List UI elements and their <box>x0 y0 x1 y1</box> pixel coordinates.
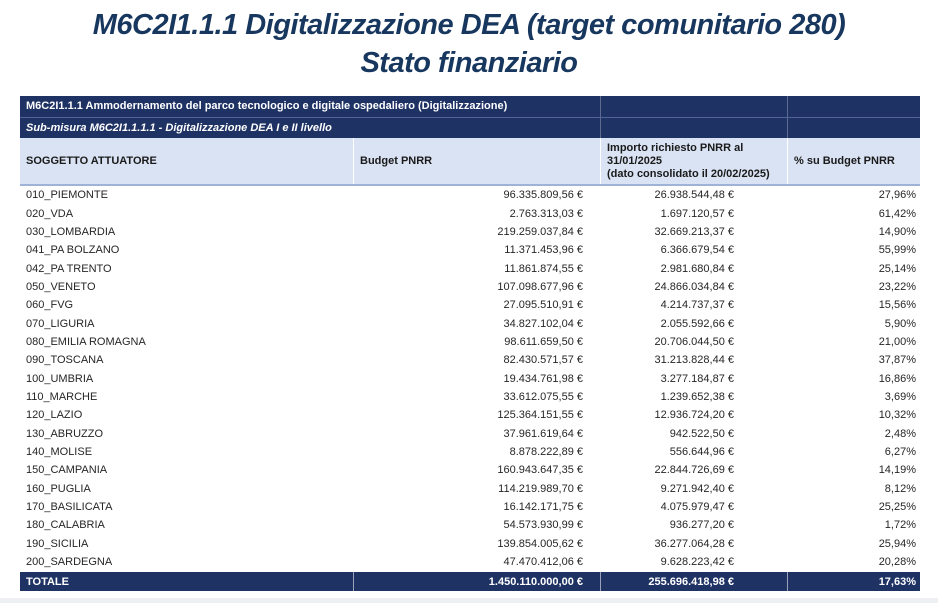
banner-column-divider <box>600 118 601 138</box>
cell-pct: 55,99% <box>878 244 916 257</box>
cell-pct: 25,94% <box>878 537 916 550</box>
cell-budget: 2.763.313,03 € <box>509 207 583 220</box>
table-row <box>20 314 920 332</box>
cell-soggetto: 200_SARDEGNA <box>26 556 113 569</box>
cell-soggetto: 170_BASILICATA <box>26 501 113 514</box>
cell-importo: 3.277.184,87 € <box>660 372 734 385</box>
cell-pct: 1,72% <box>884 519 916 532</box>
cell-soggetto: 020_VDA <box>26 207 74 220</box>
cell-pct: 6,27% <box>884 445 916 458</box>
table-row <box>20 259 920 277</box>
cell-budget: 114.219.989,70 € <box>498 482 583 495</box>
table-row <box>20 406 920 424</box>
cell-pct: 14,19% <box>878 464 916 477</box>
total-importo: 255.696.418,98 € <box>600 572 787 591</box>
column-header-soggetto <box>20 138 353 184</box>
cell-pct: 27,96% <box>878 189 916 202</box>
cell-pct: 25,25% <box>878 501 916 514</box>
cell-budget: 11.861.874,55 € <box>504 262 583 275</box>
cell-budget: 16.142.171,75 € <box>503 501 583 514</box>
table-row <box>20 461 920 479</box>
cell-importo: 12.936.724,20 € <box>654 409 734 422</box>
cell-budget: 107.098.677,96 € <box>497 280 583 293</box>
cell-soggetto: 120_LAZIO <box>26 409 83 422</box>
cell-importo: 2.055.592,66 € <box>660 317 734 330</box>
cell-pct: 25,14% <box>878 262 916 275</box>
cell-importo: 32.669.213,37 € <box>654 225 734 238</box>
table-row <box>20 241 920 259</box>
cell-pct: 15,56% <box>878 299 916 312</box>
column-header-budget <box>353 138 600 184</box>
cell-budget: 37.961.619,64 € <box>503 427 583 440</box>
cell-soggetto: 050_VENETO <box>26 280 96 293</box>
cell-budget: 8.878.222,89 € <box>509 445 583 458</box>
cell-budget: 219.259.037,84 € <box>497 225 583 238</box>
page-bottom-edge <box>0 598 938 603</box>
cell-budget: 19.434.761,98 € <box>503 372 583 385</box>
table-row <box>20 516 920 534</box>
cell-importo: 942.522,50 € <box>669 427 734 440</box>
cell-budget: 34.827.102,04 € <box>503 317 583 330</box>
cell-pct: 2,48% <box>884 427 916 440</box>
table-row <box>20 333 920 351</box>
cell-soggetto: 030_LOMBARDIA <box>26 225 116 238</box>
table-row <box>20 186 920 204</box>
column-header-soggetto-label: SOGGETTO ATTUATORE <box>26 154 157 167</box>
cell-importo: 22.844.726,69 € <box>654 464 734 477</box>
cell-budget: 96.335.809,56 € <box>503 189 583 202</box>
cell-budget: 27.095.510,91 € <box>503 299 583 312</box>
cell-importo: 556.644,96 € <box>669 445 734 458</box>
page-title <box>0 0 938 82</box>
cell-soggetto: 041_PA BOLZANO <box>26 244 120 257</box>
table-row <box>20 443 920 461</box>
column-header-pct-label: % su Budget PNRR <box>794 154 895 167</box>
cell-soggetto: 190_SICILIA <box>26 537 89 550</box>
cell-soggetto: 140_MOLISE <box>26 445 93 458</box>
cell-pct: 23,22% <box>878 280 916 293</box>
column-header-row <box>20 138 920 186</box>
cell-pct: 20,28% <box>878 556 916 569</box>
table-body <box>20 186 920 571</box>
measure-banner-label: M6C2I1.1.1 Ammodernamento del parco tecnologico e digitale ospedaliero (Digitalizzazione) <box>26 100 508 112</box>
cell-importo: 9.271.942,40 € <box>660 482 734 495</box>
cell-pct: 61,42% <box>878 207 916 220</box>
column-header-importo-line1: Importo richiesto PNRR al 31/01/2025 <box>607 141 744 167</box>
cell-budget: 98.611.659,50 € <box>504 335 583 348</box>
cell-importo: 20.706.044,50 € <box>654 335 734 348</box>
cell-importo: 1.697.120,57 € <box>660 207 734 220</box>
table-row <box>20 498 920 516</box>
banner-column-divider <box>787 96 788 117</box>
cell-importo: 36.277.064,28 € <box>654 537 734 550</box>
cell-pct: 5,90% <box>884 317 916 330</box>
column-header-importo <box>600 138 787 184</box>
cell-importo: 9.628.223,42 € <box>660 556 734 569</box>
column-header-importo-line2: (dato consolidato il 20/02/2025) <box>607 167 770 180</box>
table-row <box>20 223 920 241</box>
financial-status-table <box>20 96 920 591</box>
total-pct: 17,63% <box>787 572 920 591</box>
total-row <box>20 572 920 591</box>
cell-soggetto: 060_FVG <box>26 299 74 312</box>
total-label: TOTALE <box>26 575 69 588</box>
table-row <box>20 369 920 387</box>
banner-column-divider <box>600 96 601 117</box>
column-header-pct <box>787 138 920 184</box>
cell-pct: 16,86% <box>878 372 916 385</box>
measure-banner <box>20 96 920 117</box>
cell-budget: 54.573.930,99 € <box>503 519 583 532</box>
table-row <box>20 351 920 369</box>
cell-importo: 4.214.737,37 € <box>660 299 734 312</box>
cell-soggetto: 042_PA TRENTO <box>26 262 112 275</box>
table-row <box>20 278 920 296</box>
cell-budget: 160.943.647,35 € <box>497 464 583 477</box>
total-budget: 1.450.110.000,00 € <box>353 572 600 591</box>
cell-soggetto: 080_EMILIA ROMAGNA <box>26 335 146 348</box>
cell-soggetto: 160_PUGLIA <box>26 482 91 495</box>
cell-importo: 31.213.828,44 € <box>654 354 734 367</box>
cell-soggetto: 130_ABRUZZO <box>26 427 104 440</box>
table-row <box>20 204 920 222</box>
cell-pct: 37,87% <box>878 354 916 367</box>
table-row <box>20 296 920 314</box>
submeasure-banner <box>20 117 920 138</box>
cell-soggetto: 150_CAMPANIA <box>26 464 108 477</box>
table-row <box>20 388 920 406</box>
cell-soggetto: 090_TOSCANA <box>26 354 104 367</box>
cell-budget: 82.430.571,57 € <box>503 354 583 367</box>
cell-budget: 47.470.412,06 € <box>503 556 583 569</box>
cell-pct: 21,00% <box>878 335 916 348</box>
page-title-line2: Stato finanziario <box>360 47 578 79</box>
cell-soggetto: 110_MARCHE <box>26 390 98 403</box>
table-row <box>20 424 920 442</box>
table-row <box>20 535 920 553</box>
cell-budget: 125.364.151,55 € <box>497 409 583 422</box>
cell-importo: 2.981.680,84 € <box>660 262 734 275</box>
cell-soggetto: 010_PIEMONTE <box>26 189 108 202</box>
table-row <box>20 480 920 498</box>
cell-soggetto: 180_CALABRIA <box>26 519 105 532</box>
cell-soggetto: 100_UMBRIA <box>26 372 94 385</box>
cell-importo: 1.239.652,38 € <box>660 390 734 403</box>
cell-importo: 4.075.979,47 € <box>660 501 734 514</box>
table-row <box>20 553 920 571</box>
cell-importo: 26.938.544,48 € <box>654 189 734 202</box>
cell-pct: 10,32% <box>878 409 916 422</box>
cell-importo: 6.366.679,54 € <box>660 244 734 257</box>
cell-pct: 14,90% <box>878 225 916 238</box>
cell-budget: 33.612.075,55 € <box>503 390 583 403</box>
submeasure-banner-label: Sub-misura M6C2I1.1.1.1 - Digitalizzazione DEA I e II livello <box>26 122 332 134</box>
cell-pct: 8,12% <box>884 482 916 495</box>
cell-budget: 139.854.005,62 € <box>497 537 583 550</box>
page-title-line1: M6C2I1.1.1 Digitalizzazione DEA (target comunitario 280) <box>92 9 846 41</box>
cell-budget: 11.371.453,96 € <box>504 244 583 257</box>
cell-soggetto: 070_LIGURIA <box>26 317 95 330</box>
banner-column-divider <box>787 118 788 138</box>
cell-pct: 3,69% <box>884 390 916 403</box>
column-header-budget-label: Budget PNRR <box>360 154 433 167</box>
cell-importo: 24.866.034,84 € <box>654 280 734 293</box>
cell-importo: 936.277,20 € <box>669 519 734 532</box>
